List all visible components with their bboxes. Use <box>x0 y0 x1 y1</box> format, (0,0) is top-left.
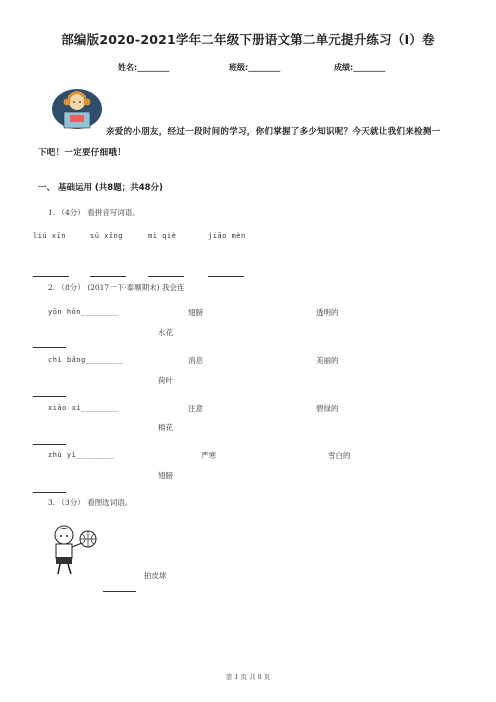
match-row-1-noun: 水花 <box>158 328 173 337</box>
match-row-2-adj: 美丽的 <box>316 356 339 365</box>
match-row-2-word: 消息 <box>188 356 203 365</box>
question-3-blank[interactable] <box>103 577 136 596</box>
match-row-4-noun: 翅膀 <box>158 471 173 480</box>
answer-blank-3[interactable] <box>148 262 184 281</box>
match-row-2-noun: 荷叶 <box>158 376 173 385</box>
basketball-illustration <box>50 523 102 577</box>
pinyin-2: sū xǐng <box>90 232 124 240</box>
answer-blank-4[interactable] <box>208 262 244 281</box>
match-row-3-adj: 碧绿的 <box>316 404 339 413</box>
match-row-2-pinyin[interactable]: chì bǎng________ <box>48 356 124 364</box>
match-row-4-blank[interactable] <box>33 478 66 497</box>
question-1-label: 1. （4分） 看拼音写词语。 <box>48 208 140 217</box>
question-2-label: 2. （8分） (2017一下·泰顺期末) 我会连 <box>48 283 185 292</box>
match-row-3-noun: 棉花 <box>158 423 173 432</box>
class-field[interactable]: 班级:________ <box>229 63 281 72</box>
intro-line-1: 亲爱的小朋友，经过一段时间的学习，你们掌握了多少知识呢？今天就让我们来检测一 <box>106 127 441 137</box>
page-footer: 第 1 页 共 8 页 <box>225 673 271 681</box>
match-row-1-word: 翅膀 <box>188 308 203 317</box>
question-3-word: 拍皮球 <box>144 571 167 580</box>
student-illustration <box>50 84 104 132</box>
section-heading: 一、 基础运用 (共8题；共48分) <box>38 183 163 193</box>
intro-line-2: 下吧！一定要仔细哦！ <box>38 148 127 158</box>
match-row-4-adj: 雪白的 <box>328 451 351 460</box>
question-3-label: 3. （3分） 看图选词语。 <box>48 498 133 507</box>
match-row-1-adj: 透明的 <box>316 308 339 317</box>
answer-blank-2[interactable] <box>90 262 126 281</box>
match-row-3-blank[interactable] <box>33 430 66 449</box>
score-field[interactable]: 成绩:________ <box>334 63 386 72</box>
match-row-3-word: 注意 <box>188 404 203 413</box>
page-title: 部编版2020-2021学年二年级下册语文第二单元提升练习（I）卷 <box>61 32 435 47</box>
match-row-4-pinyin[interactable]: zhù yì________ <box>48 451 115 459</box>
match-row-1-blank[interactable] <box>33 333 66 352</box>
match-row-2-blank[interactable] <box>33 382 66 401</box>
match-row-3-pinyin[interactable]: xiāo xi________ <box>48 404 119 412</box>
name-field[interactable]: 姓名:________ <box>118 63 170 72</box>
match-row-4-word: 严寒 <box>201 451 216 460</box>
answer-blank-1[interactable] <box>33 262 69 281</box>
pinyin-3: mì qiè <box>148 232 177 240</box>
match-row-1-pinyin[interactable]: yōn hōn________ <box>48 308 119 316</box>
pinyin-4: jiāo mèn <box>208 232 246 240</box>
pinyin-1: liú xīn <box>33 232 67 240</box>
